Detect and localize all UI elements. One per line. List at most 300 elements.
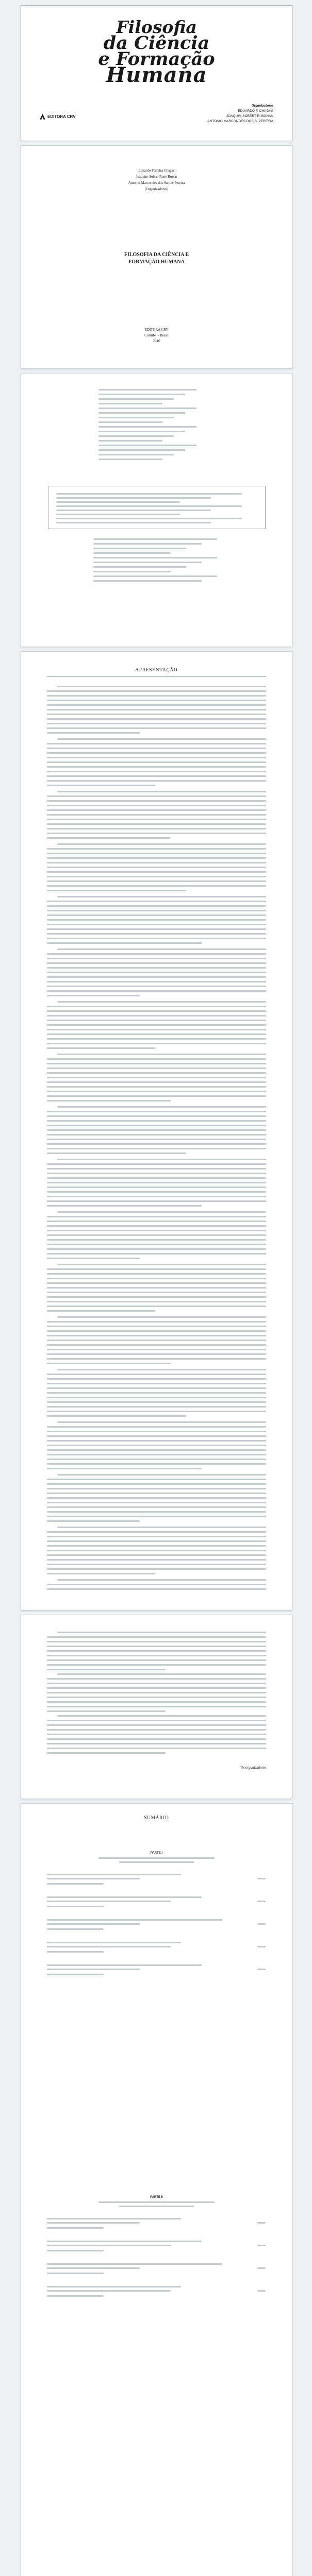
apresentacao-text-line: [47, 1058, 266, 1060]
apresentacao-text-line: [47, 828, 266, 829]
toc-entry-title: [47, 1942, 181, 1943]
apresentacao-text-line: [47, 953, 266, 955]
apresentacao-text-line: [47, 1454, 266, 1455]
apresentacao-text-line: [47, 1187, 266, 1188]
apresentacao-text-line: [47, 714, 266, 715]
apresentacao-text-line: [47, 871, 266, 873]
apresentacao-text-line: [47, 1129, 266, 1131]
apresentacao-text-line: [47, 1655, 266, 1656]
copyright-line: [98, 421, 162, 423]
toc-part-label: PARTE II: [150, 2196, 163, 2199]
catalog-card-line: [56, 501, 180, 503]
apresentacao-text-line: [47, 1072, 266, 1074]
apresentacao-text-line: [57, 1369, 266, 1370]
apresentacao-text-line: [47, 1559, 266, 1561]
apresentacao-text-line: [47, 1296, 266, 1298]
apresentacao-text-line: [47, 862, 266, 863]
apresentacao-text-line: [47, 1431, 266, 1432]
apresentacao-heading: APRESENTAÇÃO: [135, 667, 178, 672]
apresentacao-text-line: [47, 1020, 266, 1021]
title-page-title: [21, 251, 292, 266]
apresentacao-text-line: [47, 766, 266, 768]
apresentacao-signature: Os organizadores: [240, 1766, 266, 1770]
apresentacao-text-line: [47, 1033, 266, 1035]
apresentacao-text-line: [47, 795, 266, 797]
apresentacao-text-line: [47, 1134, 266, 1136]
toc-entry-page-number: [257, 1901, 266, 1902]
apresentacao-text-line: [47, 1095, 266, 1097]
apresentacao-text-line: [47, 709, 266, 710]
apresentacao-text-line: [57, 1715, 266, 1717]
apresentacao-text-line: [47, 1191, 266, 1193]
apresentacao-text-line: [47, 1273, 266, 1275]
toc-entry-page-number: [257, 1878, 266, 1879]
apresentacao-text-line: [47, 1449, 266, 1451]
apresentacao-text-line: [47, 1406, 266, 1408]
title-page-organizers-note: (Organizadores): [144, 187, 169, 191]
toc-entry-page-number: [257, 1923, 266, 1925]
apresentacao-text-line: [47, 981, 266, 982]
imprint-line: [93, 562, 202, 563]
apresentacao-text-line: [47, 775, 266, 777]
toc-entry-title: [47, 1969, 140, 1970]
apresentacao-text-line: [47, 1143, 266, 1145]
apresentacao-text-line: [47, 1173, 266, 1174]
apresentacao-text-line: [47, 938, 266, 939]
apresentacao-text-line: [47, 1459, 266, 1460]
catalog-card-line: [56, 522, 211, 523]
toc-entry-title: [47, 2241, 202, 2242]
apresentacao-text-line: [47, 1678, 266, 1680]
apresentacao-text-line: [47, 942, 202, 944]
apresentacao-text-line: [47, 823, 266, 825]
apresentacao-text-line: [47, 1326, 266, 1327]
apresentacao-text-line: [57, 948, 266, 950]
toc-part-title: [119, 1861, 194, 1863]
apresentacao-text-line: [47, 819, 266, 820]
copyright-line: [98, 403, 162, 404]
imprint-line: [93, 538, 217, 540]
toc-entry-title: [47, 1964, 202, 1966]
apresentacao-text-line: [47, 1479, 266, 1480]
apresentacao-text-line: [47, 1205, 202, 1207]
toc-entry-author: [47, 2273, 104, 2274]
apresentacao-text-line: [47, 1383, 266, 1384]
apresentacao-text-line: [57, 1054, 266, 1055]
cover-organizer: JOAQUIM SOBERT R. BONAN: [226, 114, 273, 118]
apresentacao-text-line: [47, 958, 266, 959]
apresentacao-text-line: [47, 718, 266, 720]
apresentacao-text-line: [47, 1488, 266, 1489]
imprint-line: [93, 548, 186, 549]
toc-entry-author: [47, 2250, 104, 2251]
publisher-logo-icon: [40, 114, 45, 120]
catalog-card-line: [56, 505, 242, 507]
apresentacao-text-line: [47, 924, 266, 925]
sumario-heading: SUMÁRIO: [144, 1815, 169, 1820]
apresentacao-text-line: [47, 1024, 266, 1026]
apresentacao-text-line: [47, 1047, 155, 1049]
apresentacao-text-line: [47, 1554, 266, 1556]
apresentacao-text-line: [47, 800, 266, 802]
toc-entry-page-number: [257, 1969, 266, 1970]
apresentacao-text-line: [47, 1531, 266, 1533]
apresentacao-text-line: [47, 1584, 266, 1585]
copyright-line: [98, 454, 174, 455]
apresentacao-text-line: [47, 1401, 266, 1403]
apresentacao-text-line: [57, 738, 266, 740]
apresentacao-text-line: [47, 928, 266, 930]
apresentacao-text-line: [47, 1445, 266, 1446]
apresentacao-text-line: [47, 1748, 266, 1749]
cover-title-line1: Filosofia: [116, 17, 197, 37]
apresentacao-text-line: [47, 1646, 266, 1647]
apresentacao-text-line: [47, 700, 266, 701]
cover-organizers: [207, 109, 273, 124]
toc-entry-title: [47, 1874, 181, 1875]
toc-entry-page-number: [257, 2267, 266, 2269]
copyright-line: [98, 394, 185, 395]
apresentacao-text-line: [47, 890, 186, 891]
cover-page: [21, 5, 292, 141]
apresentacao-text-line: [47, 1100, 171, 1101]
apresentacao-text-line: [57, 843, 266, 845]
apresentacao-text-line: [57, 1527, 266, 1528]
apresentacao-text-line: [47, 1588, 266, 1590]
apresentacao-text-line: [47, 967, 266, 969]
cover-title-line2: da Ciência: [103, 32, 210, 54]
apresentacao-text-line: [47, 1111, 266, 1112]
apresentacao-text-line: [47, 1335, 266, 1336]
apresentacao-text-line: [47, 695, 266, 697]
apresentacao-text-line: [47, 1010, 266, 1012]
apresentacao-text-line: [47, 1301, 266, 1302]
apresentacao-text-line: [47, 1200, 266, 1202]
apresentacao-text-line: [47, 1163, 266, 1165]
apresentacao-text-line: [47, 780, 266, 782]
apresentacao-text-line: [47, 1545, 266, 1547]
apresentacao-text-line: [47, 1363, 171, 1364]
copyright-line: [98, 435, 174, 437]
apresentacao-text-line: [47, 1125, 266, 1126]
apresentacao-text-line: [57, 686, 266, 687]
apresentacao-text-line: [47, 1568, 266, 1570]
apresentacao-text-line: [47, 1067, 266, 1069]
toc-part-title: [119, 2206, 194, 2207]
apresentacao-text-line: [47, 1006, 266, 1007]
apresentacao-text-line: [47, 723, 266, 724]
apresentacao-text-line: [47, 1659, 266, 1661]
apresentacao-text-line: [47, 752, 266, 754]
toc-entry-page-number: [257, 2222, 266, 2224]
apresentacao-text-line: [47, 885, 266, 887]
imprint-line: [93, 575, 217, 577]
apresentacao-text-line: [47, 1168, 266, 1170]
apresentacao-text-line: [47, 857, 266, 859]
apresentacao-text-line: [47, 880, 266, 882]
apresentacao-text-line: [47, 1720, 266, 1721]
apresentacao-text-line: [47, 1550, 266, 1551]
apresentacao-text-line: [47, 1086, 266, 1088]
apresentacao-text-line: [47, 1221, 266, 1222]
title-page-author: Antonio Marcondes dos Santos Pereira: [128, 181, 185, 185]
apresentacao-text-line: [47, 1148, 266, 1149]
apresentacao-text-line: [47, 910, 266, 911]
imprint-line: [93, 566, 186, 568]
toc-entry-title: [47, 2290, 171, 2292]
title-page-publisher: EDITORA CRV: [144, 328, 169, 332]
copyright-line: [98, 398, 174, 400]
copyright-line: [98, 431, 185, 432]
apresentacao-text-line: [47, 1038, 266, 1040]
apresentacao-text-line: [47, 1738, 266, 1740]
apresentacao-text-line: [47, 1697, 266, 1698]
cover-title-line4: Humana: [106, 63, 207, 87]
apresentacao-text-line: [47, 1701, 266, 1703]
apresentacao-text-line: [47, 757, 266, 758]
apresentacao-text-line: [47, 853, 266, 854]
cover-organizer: ANTONIO MARCONDES DOS S. PEREIRA: [207, 120, 273, 123]
cover-organizers-label: Organizadores: [251, 104, 273, 108]
apresentacao-text-line: [47, 1230, 266, 1231]
apresentacao-text-line: [47, 919, 266, 921]
apresentacao-text-line: [47, 805, 266, 806]
apresentacao-text-line: [47, 1493, 266, 1494]
apresentacao-text-line: [47, 848, 266, 850]
apresentacao-text-line: [47, 690, 266, 692]
copyright-line: [98, 426, 196, 428]
apresentacao-text-line: [47, 1153, 186, 1154]
apresentacao-text-line: [47, 962, 266, 964]
apresentacao-text-line: [47, 1177, 266, 1179]
imprint-line: [93, 552, 171, 554]
toc-entry-title: [47, 2222, 140, 2224]
toc-entry-title: [47, 2286, 181, 2287]
apresentacao-text-line: [57, 1316, 266, 1318]
toc-entry-title: [47, 2263, 222, 2265]
catalog-card-line: [56, 493, 242, 495]
toc-entry-page-number: [257, 2290, 266, 2292]
apresentacao-text-line: [47, 1636, 266, 1638]
apresentacao-text-line: [47, 814, 266, 816]
toc-entry-title: [47, 1946, 171, 1947]
apresentacao-text-line: [47, 1710, 166, 1712]
apresentacao-text-line: [47, 1310, 155, 1312]
apresentacao-text-line: [47, 1724, 266, 1726]
apresentacao-text-line: [47, 1387, 266, 1389]
apresentacao-text-line: [47, 1564, 266, 1565]
apresentacao-text-line: [47, 1468, 202, 1469]
catalog-record-page: [21, 373, 292, 647]
apresentacao-text-line: [57, 896, 266, 897]
apresentacao-text-line: [57, 1264, 266, 1265]
apresentacao-text-line: [57, 1421, 266, 1423]
apresentacao-text-line: [47, 1511, 266, 1513]
apresentacao-text-line: [47, 976, 266, 978]
apresentacao-text-line: [57, 1211, 266, 1213]
toc-entry-author: [47, 1883, 104, 1885]
apresentacao-text-line: [47, 837, 171, 839]
toc-entry-title: [47, 1901, 171, 1902]
apresentacao-text-line: [47, 1139, 266, 1140]
toc-entry-title: [47, 2218, 181, 2219]
cover-title: [21, 17, 292, 87]
apresentacao-text-line: [47, 1650, 266, 1652]
title-page-city: Curitiba – Brasil: [144, 333, 169, 337]
publisher-logo: [40, 114, 76, 120]
copyright-line: [98, 417, 174, 418]
cover-title-line3: e Formação: [98, 48, 215, 70]
apresentacao-text-line: [47, 1182, 266, 1183]
copyright-line: [98, 408, 196, 409]
apresentacao-text-line: [47, 1463, 266, 1465]
apresentacao-text-line: [47, 727, 266, 729]
apresentacao-text-line: [47, 1683, 266, 1684]
apresentacao-text-line: [47, 914, 266, 916]
apresentacao-text-line: [47, 901, 266, 902]
apresentacao-text-line: [47, 1321, 266, 1323]
apresentacao-text-line: [47, 1435, 266, 1437]
apresentacao-text-line: [47, 833, 266, 834]
apresentacao-text-line: [47, 1440, 266, 1442]
apresentacao-text-line: [47, 1411, 266, 1412]
copyright-line: [98, 449, 185, 451]
toc-part-label: PARTE I: [150, 1852, 163, 1855]
copyright-line: [98, 389, 196, 391]
toc-entry-page-number: [257, 1946, 266, 1947]
toc-entry-title: [47, 1923, 140, 1925]
apresentacao-text-line: [47, 1349, 266, 1350]
apresentacao-text-line: [47, 1536, 266, 1537]
imprint-line: [93, 580, 202, 582]
apresentacao-text-line: [47, 1664, 266, 1666]
apresentacao-text-line: [47, 1415, 186, 1417]
apresentacao-text-line: [47, 1483, 266, 1485]
title-page-year: 2016: [153, 339, 160, 343]
apresentacao-heading-rule: [47, 676, 266, 677]
apresentacao-text-line: [47, 1397, 266, 1398]
title-page: [21, 145, 292, 369]
toc-entry-author: [47, 1906, 104, 1907]
apresentacao-continued-page: [21, 1615, 292, 1799]
apresentacao-text-line: [47, 1358, 266, 1360]
apresentacao-text-line: [47, 1120, 266, 1122]
apresentacao-text-line: [57, 1474, 266, 1476]
apresentacao-text-line: [47, 1330, 266, 1332]
catalog-card-line: [56, 510, 211, 511]
toc-entry-title: [47, 1896, 202, 1898]
copyright-line: [98, 412, 185, 414]
apresentacao-text-line: [47, 867, 266, 868]
toc-entry-author: [47, 1951, 104, 1953]
apresentacao-text-line: [47, 1344, 266, 1346]
apresentacao-text-line: [47, 1520, 140, 1522]
toc-entry-author: [47, 1928, 104, 1930]
apresentacao-text-line: [47, 1306, 266, 1307]
apresentacao-text-line: [47, 1287, 266, 1289]
toc-entry-author: [47, 1974, 104, 1975]
apresentacao-text-line: [47, 1244, 266, 1245]
apresentacao-text-line: [47, 1497, 266, 1499]
apresentacao-text-line: [47, 1234, 266, 1236]
apresentacao-text-line: [47, 990, 266, 992]
imprint-line: [93, 543, 202, 545]
apresentacao-text-line: [47, 785, 155, 786]
cover-organizer: EDUARDO F. CHAGAS: [238, 109, 273, 113]
copyright-line: [98, 440, 162, 442]
apresentacao-text-line: [47, 743, 266, 744]
toc-entry-title: [47, 1919, 222, 1921]
apresentacao-text-line: [47, 1516, 266, 1517]
toc-part-title: [98, 1857, 215, 1859]
apresentacao-text-line: [57, 1106, 266, 1108]
catalog-card-line: [56, 514, 180, 515]
apresentacao-text-line: [47, 1282, 266, 1284]
apresentacao-text-line: [47, 1278, 266, 1279]
toc-entry-author: [47, 2295, 104, 2297]
apresentacao-text-line: [47, 1239, 266, 1241]
toc-entry-title: [47, 1878, 140, 1879]
apresentacao-text-line: [47, 933, 266, 935]
apresentacao-text-line: [47, 1216, 266, 1217]
apresentacao-text-line: [47, 1081, 266, 1083]
apresentacao-text-line: [47, 1502, 266, 1503]
catalog-card-line: [56, 497, 211, 499]
apresentacao-text-line: [47, 1506, 266, 1508]
apresentacao-text-line: [47, 1292, 266, 1293]
apresentacao-text-line: [47, 1340, 266, 1341]
apresentacao-text-line: [47, 1268, 266, 1270]
apresentacao-text-line: [47, 876, 266, 877]
imprint-line: [93, 557, 217, 558]
copyright-line: [98, 445, 196, 446]
toc-entry-title: [47, 2245, 171, 2246]
apresentacao-page: [21, 651, 292, 1611]
apresentacao-text-line: [47, 905, 266, 907]
apresentacao-text-line: [47, 1573, 155, 1574]
apresentacao-text-line: [47, 1374, 266, 1375]
title-page-author: Joaquim Sobert Rene Bonan: [136, 175, 177, 179]
apresentacao-text-line: [47, 1687, 266, 1689]
apresentacao-text-line: [57, 1673, 266, 1675]
apresentacao-text-line: [47, 1692, 266, 1693]
apresentacao-text-line: [47, 1077, 266, 1078]
apresentacao-text-line: [47, 1729, 266, 1731]
apresentacao-text-line: [47, 1353, 266, 1355]
apresentacao-text-line: [47, 972, 266, 973]
title-page-title-line1: FILOSOFIA DA CIÊNCIA E: [124, 252, 189, 258]
apresentacao-text-line: [57, 1001, 266, 1003]
apresentacao-text-line: [47, 1258, 140, 1259]
apresentacao-text-line: [47, 1706, 266, 1707]
apresentacao-text-line: [47, 1669, 166, 1670]
apresentacao-text-line: [47, 1063, 266, 1064]
apresentacao-text-line: [57, 791, 266, 792]
toc-part-title: [98, 2201, 215, 2203]
apresentacao-text-line: [57, 1159, 266, 1160]
catalog-card-line: [56, 518, 242, 519]
apresentacao-text-line: [57, 1579, 266, 1581]
apresentacao-text-line: [47, 1091, 266, 1092]
apresentacao-text-line: [47, 809, 266, 811]
apresentacao-text-line: [47, 732, 140, 734]
apresentacao-text-line: [47, 1641, 266, 1642]
publisher-logo-text: EDITORA CRV: [47, 114, 76, 119]
copyright-line: [98, 459, 162, 460]
sumario-page: [21, 1803, 292, 2576]
apresentacao-text-line: [47, 1253, 266, 1255]
apresentacao-text-line: [47, 1540, 266, 1542]
